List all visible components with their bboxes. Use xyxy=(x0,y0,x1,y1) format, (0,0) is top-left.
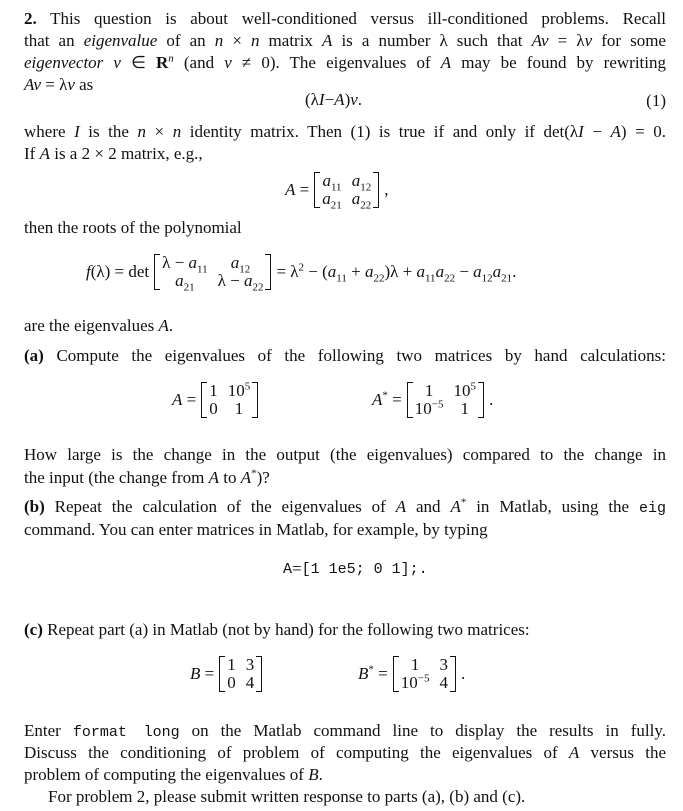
text-segment: eigenvalue xyxy=(83,31,158,50)
equation-rhs xyxy=(276,261,517,285)
equation-lhs xyxy=(285,180,309,200)
text-segment: 22 xyxy=(444,272,456,285)
text-segment: * xyxy=(368,663,374,676)
text-segment: n xyxy=(250,31,260,50)
text-segment: a xyxy=(416,262,425,281)
right-bracket xyxy=(478,382,484,418)
text-segment: (c) xyxy=(24,620,43,639)
text-segment: + xyxy=(346,262,365,281)
text-segment: 10 xyxy=(400,673,418,692)
text-segment: 4 xyxy=(439,673,448,692)
text-segment: . xyxy=(460,664,466,683)
matrix-a-star-equation xyxy=(372,382,493,418)
text-segment: for some xyxy=(592,31,666,50)
text-segment: − ( xyxy=(304,262,328,281)
right-bracket xyxy=(450,656,456,692)
text-segment: − xyxy=(455,262,474,281)
text-segment: R xyxy=(156,53,169,72)
text-segment: 1 xyxy=(410,655,420,674)
characteristic-polynomial-equation xyxy=(86,253,517,294)
text-segment: that an xyxy=(24,31,84,50)
text-segment: A xyxy=(372,390,383,409)
matrix-cell xyxy=(401,656,430,674)
text-segment: − xyxy=(583,122,611,141)
text-line xyxy=(24,8,666,30)
text-segment: 5 xyxy=(470,380,476,393)
text-segment: 3 xyxy=(245,655,255,674)
matrix-cell xyxy=(209,400,218,418)
text-segment: a xyxy=(230,253,240,272)
text-segment: (b) xyxy=(24,497,45,516)
text-segment: 1 xyxy=(227,655,236,674)
text-segment: matrix xyxy=(259,31,322,50)
matrix-b-star-equation xyxy=(358,656,465,692)
text-segment: = λ xyxy=(276,262,299,281)
matrix-cell xyxy=(351,171,372,194)
text-segment: are the eigenvalues xyxy=(24,316,159,335)
text-segment: )? xyxy=(256,468,270,487)
text-segment: then the roots of the polynomial xyxy=(24,218,242,237)
text-segment: 10 xyxy=(453,381,471,400)
text-segment: = λ xyxy=(548,31,585,50)
text-segment: 11 xyxy=(330,181,342,194)
equation-1 xyxy=(305,90,362,110)
text-segment: a xyxy=(473,262,482,281)
equation-number: (1) xyxy=(646,91,666,110)
text-line xyxy=(24,315,666,337)
text-segment: n xyxy=(137,122,146,141)
text-segment: 11 xyxy=(197,263,208,276)
matrix-entries xyxy=(413,382,478,418)
text-segment: 22 xyxy=(360,199,372,212)
text-segment: may be found by rewriting xyxy=(451,53,666,72)
text-line xyxy=(24,496,666,520)
matrix-cell xyxy=(439,656,448,674)
text-segment: (a) xyxy=(24,346,44,365)
matrix-entries xyxy=(207,382,252,418)
text-line xyxy=(24,52,666,74)
text-segment: a xyxy=(351,171,361,190)
text-segment: A xyxy=(283,560,293,578)
matrix xyxy=(201,382,258,418)
text-line xyxy=(24,467,666,489)
text-segment: v xyxy=(584,31,593,50)
text-segment: Enter xyxy=(24,721,73,740)
matrix-cell xyxy=(217,271,264,294)
text-segment: command. You can enter matrices in Matlab, for example, by typing xyxy=(24,520,488,539)
right-bracket xyxy=(256,656,262,692)
text-line xyxy=(24,619,666,641)
text-segment: identity matrix. Then (1) is true if and only if det(λ xyxy=(181,122,579,141)
text-line xyxy=(24,764,666,786)
text-segment: is the xyxy=(79,122,138,141)
text-segment: * xyxy=(382,389,388,402)
text-segment: . xyxy=(318,765,323,784)
text-line xyxy=(24,121,666,143)
text-segment: to xyxy=(218,468,241,487)
text-segment: 22 xyxy=(252,281,264,294)
text-segment: a xyxy=(327,262,337,281)
equation-lhs xyxy=(172,390,196,410)
matrix-cell xyxy=(401,674,430,692)
text-segment: a xyxy=(435,262,445,281)
text-segment: 21 xyxy=(183,281,195,294)
text-segment: (λ xyxy=(305,90,319,109)
text-segment: [1 1e5; 0 1];. xyxy=(301,560,428,578)
text-line xyxy=(24,143,666,165)
text-segment: A xyxy=(172,390,183,409)
text-segment: a xyxy=(364,262,374,281)
text-segment: A xyxy=(568,743,580,762)
text-line xyxy=(24,519,666,541)
text-segment: λ − xyxy=(162,253,189,272)
text-segment: 22 xyxy=(373,272,385,285)
matrix-cell xyxy=(439,674,448,692)
text-segment: A xyxy=(240,468,252,487)
text-segment: . xyxy=(512,262,517,281)
text-segment: λ − xyxy=(217,271,244,290)
text-segment: . xyxy=(488,390,494,409)
text-segment: ≠ 0). The eigenvalues of xyxy=(231,53,441,72)
text-segment: is a number λ such that xyxy=(332,31,532,50)
equation-lhs xyxy=(372,390,402,410)
text-segment: v xyxy=(350,90,358,109)
text-segment: )λ + xyxy=(384,262,417,281)
text-segment: A xyxy=(610,122,621,141)
matrix-entries xyxy=(399,656,450,692)
text-segment: eigenvector v xyxy=(24,53,121,72)
matrix-cell xyxy=(227,674,236,692)
matrix xyxy=(314,171,379,212)
text-segment: 21 xyxy=(330,199,342,212)
text-segment: A xyxy=(208,468,219,487)
text-segment: format long xyxy=(72,724,180,741)
text-segment: of an xyxy=(157,31,215,50)
text-line xyxy=(24,30,666,52)
text-segment: Repeat part (a) in Matlab (not by hand) for the following two matrices: xyxy=(42,620,530,639)
text-segment: a xyxy=(351,189,361,208)
matrix xyxy=(407,382,484,418)
text-segment: Discuss the conditioning of problem of computing the eigenvalues of xyxy=(24,743,569,762)
matrix-cell xyxy=(162,271,207,294)
text-segment: B xyxy=(190,664,201,683)
text-segment: 21 xyxy=(501,272,513,285)
text-segment: problem of computing the eigenvalues of xyxy=(24,765,309,784)
text-segment: v xyxy=(67,75,75,94)
matrix-cell xyxy=(162,253,208,276)
text-segment: B xyxy=(358,664,369,683)
matrix-a-equation xyxy=(172,382,263,418)
text-segment: B xyxy=(308,765,319,784)
text-segment: . xyxy=(168,316,174,335)
text-segment: A xyxy=(39,144,50,163)
text-segment: 11 xyxy=(424,272,436,285)
text-segment: 2 xyxy=(298,261,305,274)
text-segment: = xyxy=(295,180,310,199)
text-segment: 4 xyxy=(245,673,255,692)
text-segment: 12 xyxy=(360,181,372,194)
text-segment: For problem 2, please submit written response to parts (a), (b) and (c). xyxy=(48,787,526,806)
text-line xyxy=(24,720,666,744)
text-segment: A xyxy=(440,53,452,72)
matrix-cell xyxy=(453,382,476,400)
text-segment: × xyxy=(223,31,251,50)
text-segment: A xyxy=(158,316,169,335)
right-bracket xyxy=(265,254,271,290)
text-segment: 1 xyxy=(424,381,434,400)
equation-lhs xyxy=(86,262,149,282)
text-segment: the input (the change from xyxy=(24,468,209,487)
text-segment: = xyxy=(387,390,402,409)
text-segment: (and xyxy=(173,53,225,72)
text-segment: = λ xyxy=(41,75,68,94)
text-segment: A xyxy=(334,90,345,109)
matrix-cell xyxy=(246,656,255,674)
text-segment: 12 xyxy=(481,272,493,285)
text-segment: on the Matlab command line to display the results in fully. xyxy=(179,721,666,740)
text-segment: n xyxy=(168,52,174,65)
text-segment: versus the xyxy=(579,743,666,762)
matrix-cell xyxy=(322,171,342,194)
text-segment: 0 xyxy=(209,399,218,418)
text-segment: 1 xyxy=(460,399,469,418)
text-segment: I xyxy=(318,90,325,109)
text-segment: How large is the change in the output (the eigenvalues) compared to the change in xyxy=(24,445,666,464)
right-bracket xyxy=(373,172,379,208)
matrix-cell xyxy=(227,656,236,674)
equation-lhs xyxy=(190,664,214,684)
matrix-cell xyxy=(218,253,264,276)
matrix-cell xyxy=(415,400,444,418)
text-segment: in Matlab, using the xyxy=(466,497,639,516)
text-segment: n xyxy=(172,122,182,141)
text-segment: If xyxy=(24,144,40,163)
matrix xyxy=(154,253,271,294)
text-line xyxy=(24,345,666,367)
text-segment: * xyxy=(251,467,257,480)
matlab-code-example xyxy=(283,559,428,579)
text-segment: = xyxy=(373,664,388,683)
text-segment: = xyxy=(200,664,215,683)
text-segment: 12 xyxy=(239,263,251,276)
matrix-entries xyxy=(160,253,265,294)
text-segment: * xyxy=(460,496,467,509)
text-segment: A xyxy=(450,497,461,516)
text-segment: × xyxy=(146,122,173,141)
text-segment: , xyxy=(384,180,389,199)
text-line xyxy=(24,444,666,466)
text-segment: −5 xyxy=(417,672,430,685)
text-segment: a xyxy=(243,271,253,290)
text-segment: 1 xyxy=(209,381,218,400)
text-segment: f xyxy=(86,262,91,281)
text-segment: 11 xyxy=(336,272,347,285)
text-segment: A xyxy=(322,31,333,50)
equation-rhs xyxy=(461,664,465,684)
text-segment: v xyxy=(224,53,232,72)
text-segment: 10 xyxy=(414,399,432,418)
text-segment: 5 xyxy=(244,380,251,393)
text-segment: 2. xyxy=(24,9,37,28)
matrix-cell xyxy=(322,189,342,212)
matrix-cell xyxy=(351,189,372,212)
text-segment: = xyxy=(182,390,197,409)
text-segment: . xyxy=(357,90,363,109)
matrix-b-equation xyxy=(190,656,267,692)
text-line xyxy=(24,742,666,764)
text-segment: ) xyxy=(344,90,351,109)
text-line xyxy=(48,786,683,808)
matrix-entries xyxy=(225,656,256,692)
equation-rhs xyxy=(489,390,493,410)
matrix-entries xyxy=(320,171,373,212)
text-segment: and xyxy=(406,497,451,516)
text-segment: 0 xyxy=(227,673,236,692)
matrix-cell xyxy=(228,400,251,418)
text-segment: 1 xyxy=(234,399,244,418)
text-segment: where xyxy=(24,122,75,141)
text-segment: is a 2 × 2 matrix, e.g., xyxy=(49,144,203,163)
matrix xyxy=(219,656,262,692)
right-bracket xyxy=(252,382,258,418)
matrix-cell xyxy=(246,674,255,692)
text-segment: ∈ xyxy=(120,53,156,72)
general-matrix-equation xyxy=(285,171,389,212)
text-segment: 10 xyxy=(227,381,245,400)
matrix-cell xyxy=(228,382,251,400)
text-segment: ) = 0. xyxy=(620,122,667,141)
text-segment: a xyxy=(322,171,331,190)
text-segment: Repeat the calculation of the eigenvalues of xyxy=(44,497,396,516)
text-segment: n xyxy=(214,31,224,50)
matrix xyxy=(393,656,456,692)
text-segment: eig xyxy=(638,500,666,517)
text-segment: I xyxy=(578,122,584,141)
text-segment: Compute the eigenvalues of the following two matrices by hand calculations: xyxy=(43,346,666,365)
text-segment: A xyxy=(285,180,296,199)
equation-lhs xyxy=(358,664,388,684)
matrix-cell xyxy=(453,400,476,418)
matrix-cell xyxy=(209,382,218,400)
text-segment: = xyxy=(292,559,302,578)
text-segment: I xyxy=(74,122,80,141)
text-segment: a xyxy=(322,189,331,208)
text-segment: a xyxy=(492,262,502,281)
text-segment: 3 xyxy=(439,655,448,674)
text-segment: a xyxy=(175,271,184,290)
text-segment: − xyxy=(324,90,335,109)
text-segment: −5 xyxy=(431,398,444,411)
text-segment: as xyxy=(74,75,94,94)
matrix-cell xyxy=(415,382,444,400)
text-segment: a xyxy=(188,253,197,272)
text-line xyxy=(24,217,666,239)
equation-rhs xyxy=(384,180,388,200)
text-segment: Av xyxy=(531,31,549,50)
text-segment: This question is about well-conditioned versus ill-conditioned problems. Recall xyxy=(36,9,666,28)
text-segment: (λ) = det xyxy=(90,262,150,281)
text-segment: Av xyxy=(24,75,41,94)
text-segment: A xyxy=(395,497,407,516)
